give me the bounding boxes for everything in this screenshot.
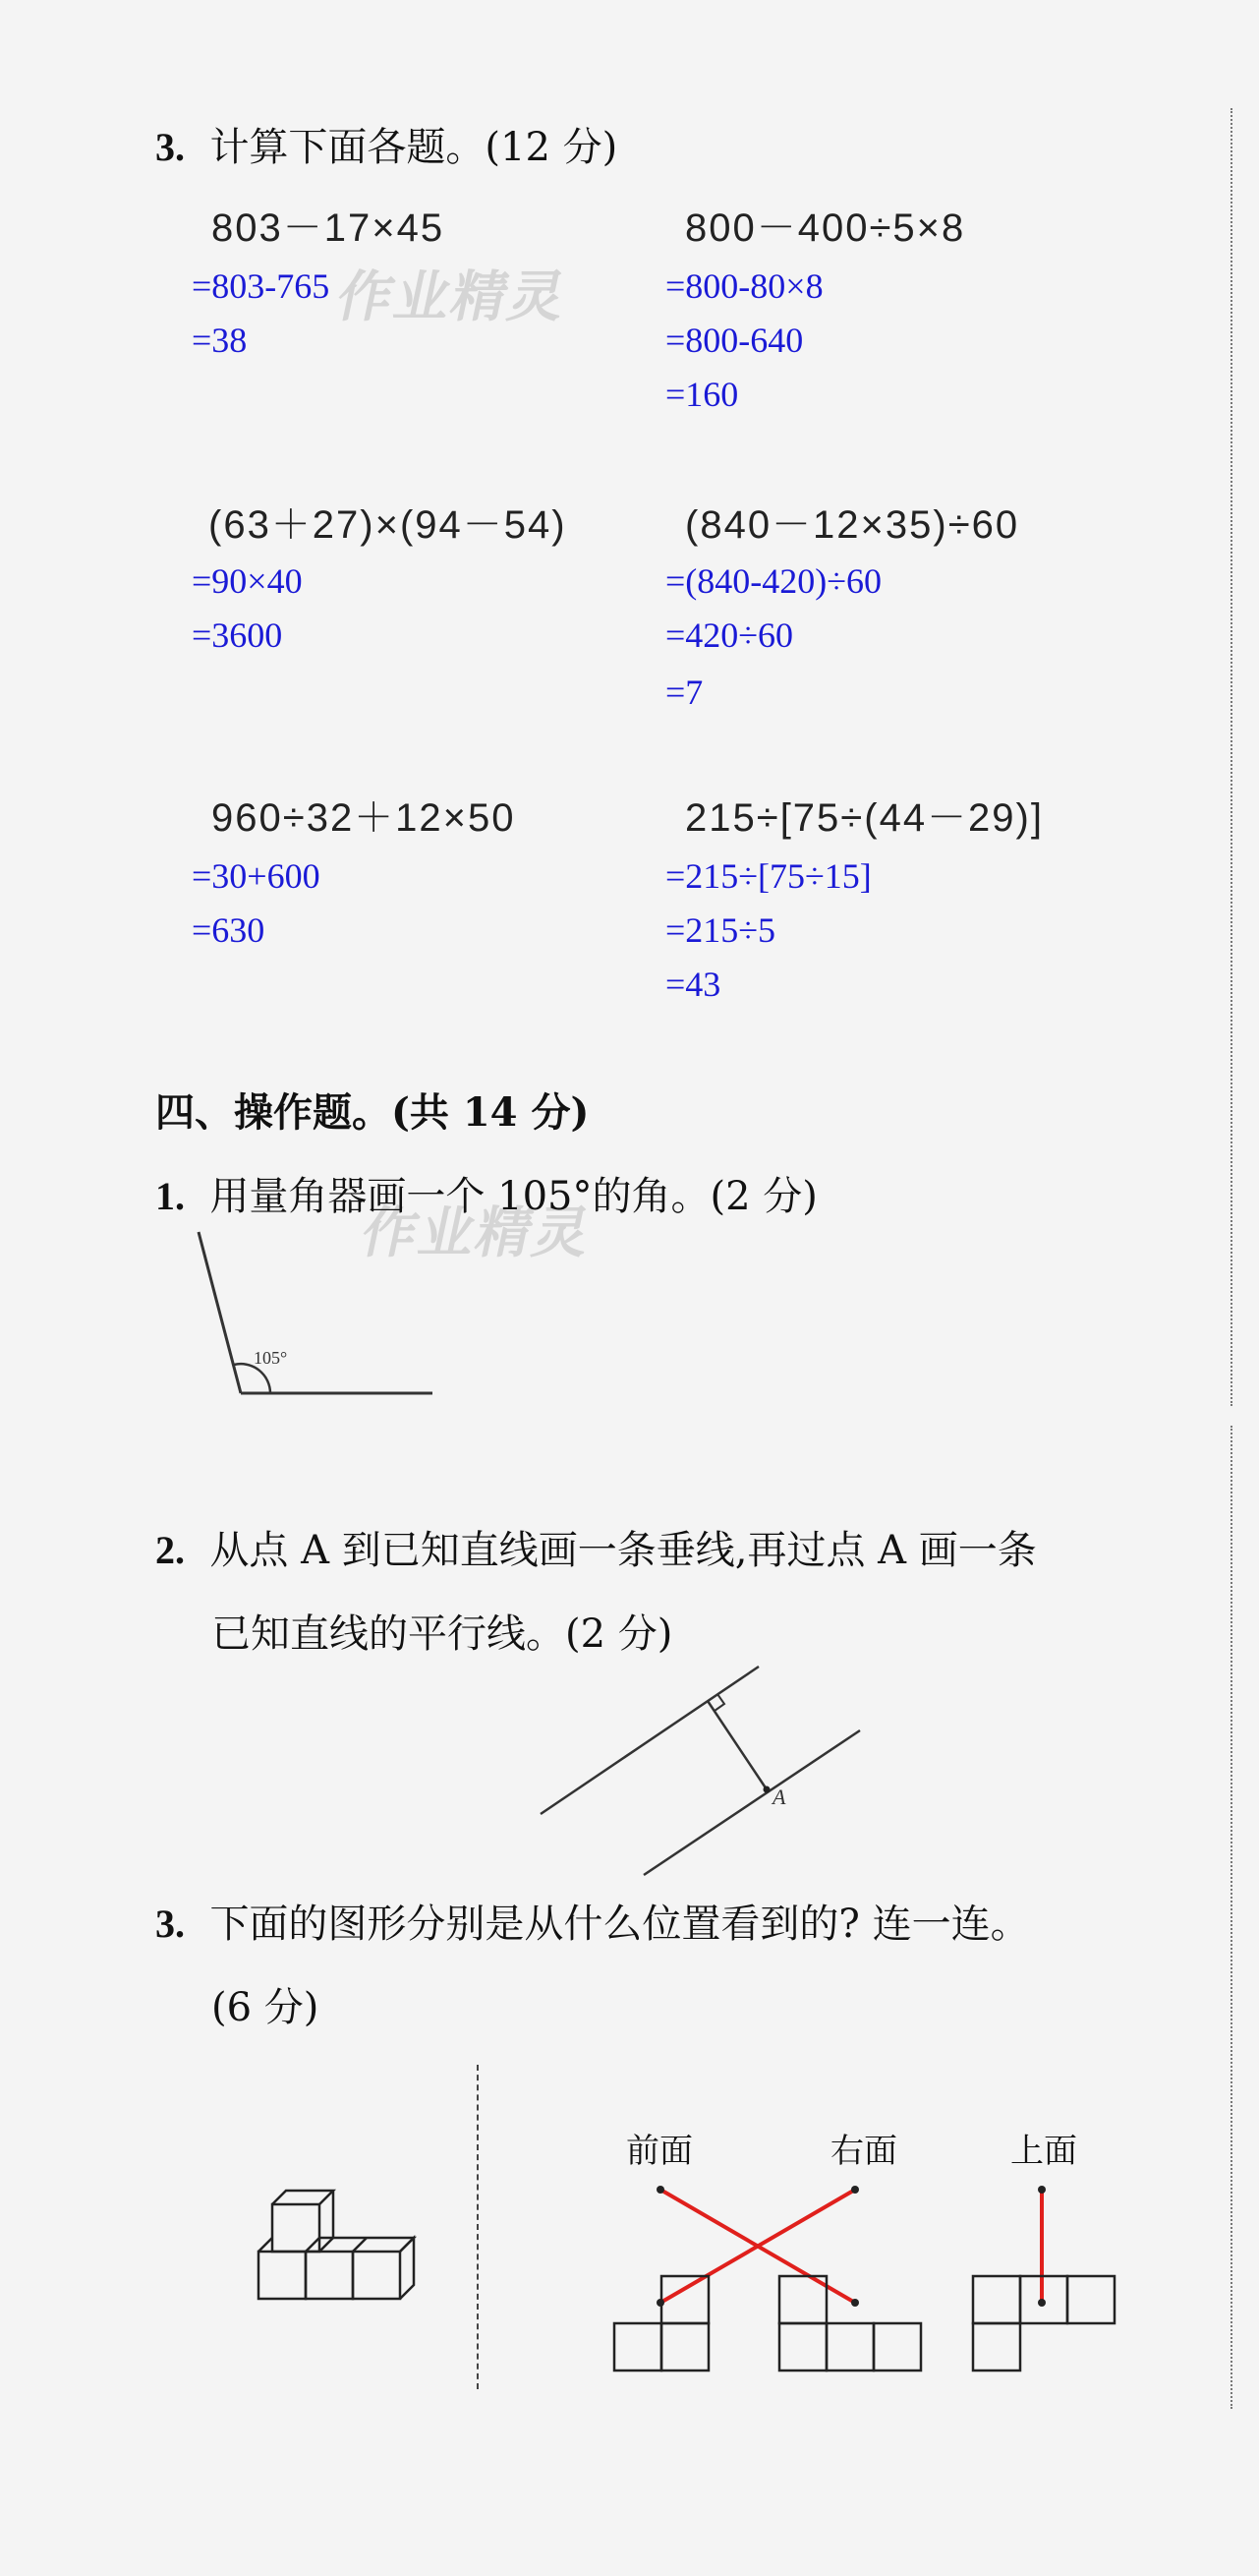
point-a-label: A — [773, 1785, 786, 1809]
view-shape-3 — [968, 2271, 1125, 2379]
problem-5-expression: 960÷32＋12×50 — [211, 796, 516, 840]
problem-3-step-2: =3600 — [192, 615, 283, 655]
problem-6-expression: 215÷[75÷(44－29)] — [685, 796, 1044, 840]
problem-2-expression: 800－400÷5×8 — [685, 206, 966, 250]
s4-q3-line-1: 3. 下面的图形分别是从什么位置看到的? 连一连。 — [155, 1902, 1030, 1947]
view-shape-1 — [609, 2271, 717, 2379]
s4-q3-line-2: (6 分) — [211, 1985, 319, 2030]
q3-heading: 3. 计算下面各题。(12 分) — [155, 125, 618, 170]
watermark-1: 作业精灵 — [331, 265, 573, 329]
view-label-front: 前面 — [626, 2132, 693, 2171]
view-shape-2 — [774, 2271, 932, 2379]
problem-4-expression: (840－12×35)÷60 — [685, 503, 1020, 547]
section-4-title: 四、操作题。(共 14 分) — [155, 1089, 590, 1136]
view-label-right: 右面 — [830, 2132, 897, 2171]
s4-q1-text: 1. 用量角器画一个 105°的角。(2 分) — [155, 1174, 818, 1219]
problem-6-step-1: =215÷[75÷15] — [665, 856, 872, 896]
problem-2-step-3: =160 — [665, 375, 739, 414]
s4-q2-line-2: 已知直线的平行线。(2 分) — [211, 1611, 673, 1657]
watermark-2: 作业精灵 — [356, 1201, 598, 1265]
problem-4-step-1: =(840-420)÷60 — [665, 561, 883, 601]
problem-4-step-2: =420÷60 — [665, 615, 794, 655]
problem-2-step-2: =800-640 — [665, 321, 804, 360]
problem-4-step-3: =7 — [665, 673, 704, 712]
problem-5-step-1: =30+600 — [192, 856, 320, 896]
problem-3-step-1: =90×40 — [192, 561, 303, 601]
problem-1-step-1: =803-765 — [192, 266, 330, 306]
problem-3-expression: (63＋27)×(94－54) — [208, 503, 567, 547]
s4-q2-line-1: 2. 从点 A 到已知直线画一条垂线,再过点 A 画一条 — [155, 1528, 1037, 1573]
problem-6-step-3: =43 — [665, 965, 721, 1004]
problem-1-expression: 803－17×45 — [211, 206, 445, 250]
problem-1-step-2: =38 — [192, 321, 248, 360]
view-label-top: 上面 — [1010, 2132, 1077, 2171]
angle-label: 105° — [254, 1348, 288, 1368]
problem-2-step-1: =800-80×8 — [665, 266, 824, 306]
problem-6-step-2: =215÷5 — [665, 910, 776, 950]
problem-5-step-2: =630 — [192, 910, 265, 950]
